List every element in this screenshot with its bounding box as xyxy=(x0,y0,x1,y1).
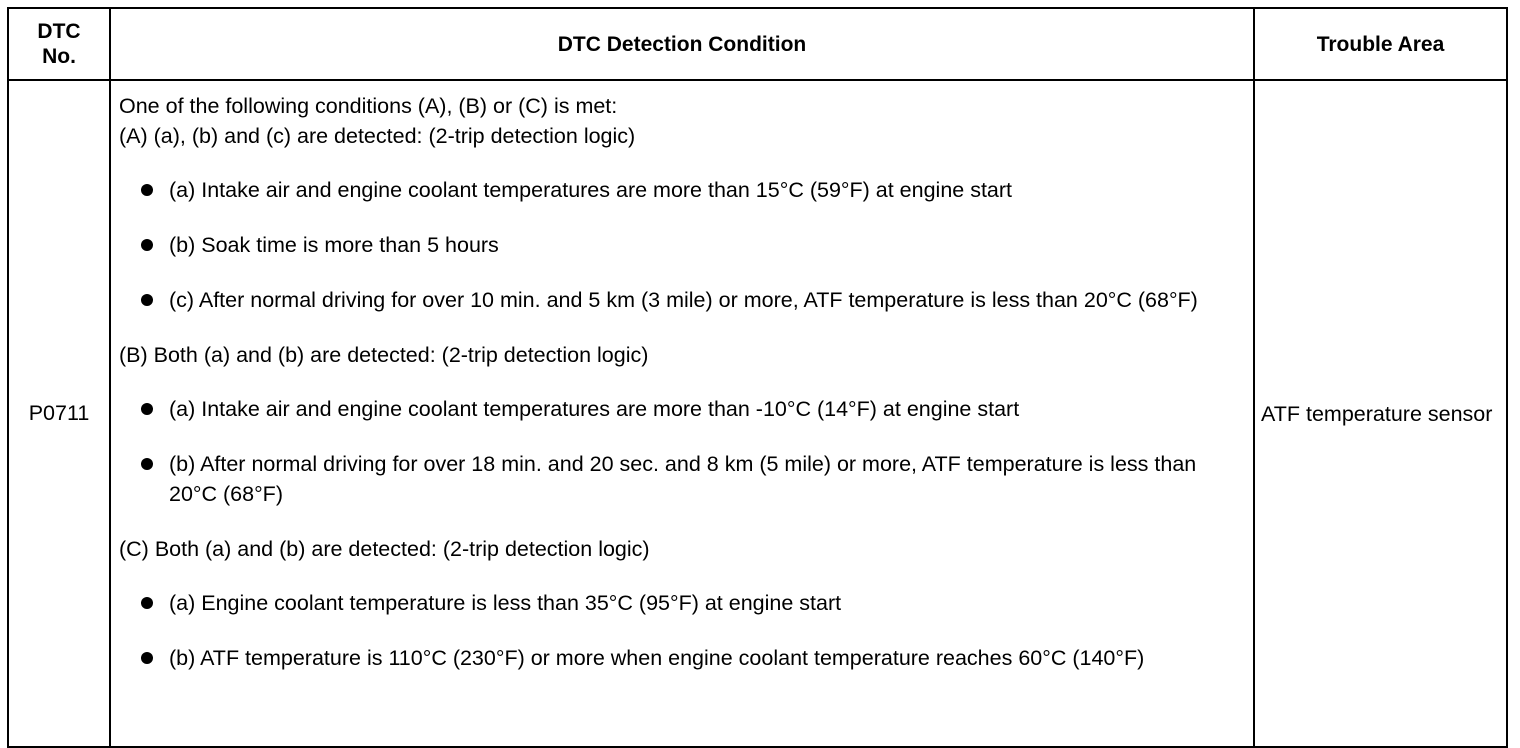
condition-intro: One of the following conditions (A), (B) or (C) is met: xyxy=(119,94,618,118)
group-c-heading: (C) Both (a) and (b) are detected: (2-trip detection logic) xyxy=(119,537,650,561)
trouble-area: ATF temperature sensor xyxy=(1254,80,1507,747)
dtc-code: P0711 xyxy=(8,80,110,747)
group-b-item-b: (b) After normal driving for over 18 min. and 20 sec. and 8 km (5 mile) or more, ATF temperature is less than 20°C (68°F) xyxy=(119,449,1233,509)
header-row xyxy=(8,8,1507,80)
group-a-item-c: (c) After normal driving for over 10 min. and 5 km (3 mile) or more, ATF temperature is less than 20°C (68°F) xyxy=(119,285,1233,315)
group-a-heading: (A) (a), (b) and (c) are detected: (2-trip detection logic) xyxy=(119,124,636,148)
header-dtc-no: DTC No. xyxy=(8,8,110,80)
group-a-list xyxy=(119,175,1233,315)
group-c-item-b: (b) ATF temperature is 110°C (230°F) or more when engine coolant temperature reaches 60°C (140°F) xyxy=(119,643,1233,673)
header-detection-condition: DTC Detection Condition xyxy=(110,8,1254,80)
group-b-list xyxy=(119,394,1233,509)
dtc-table xyxy=(7,7,1508,748)
table-row xyxy=(8,80,1507,747)
group-a-item-a: (a) Intake air and engine coolant temperatures are more than 15°C (59°F) at engine start xyxy=(119,175,1233,205)
detection-condition-cell xyxy=(110,80,1254,747)
group-c-item-a: (a) Engine coolant temperature is less than 35°C (95°F) at engine start xyxy=(119,588,1233,618)
header-trouble-area: Trouble Area xyxy=(1254,8,1507,80)
group-b-heading: (B) Both (a) and (b) are detected: (2-trip detection logic) xyxy=(119,343,649,367)
group-a-item-b: (b) Soak time is more than 5 hours xyxy=(119,230,1233,260)
group-b-item-a: (a) Intake air and engine coolant temperatures are more than -10°C (14°F) at engine start xyxy=(119,394,1233,424)
group-c-list xyxy=(119,588,1233,673)
